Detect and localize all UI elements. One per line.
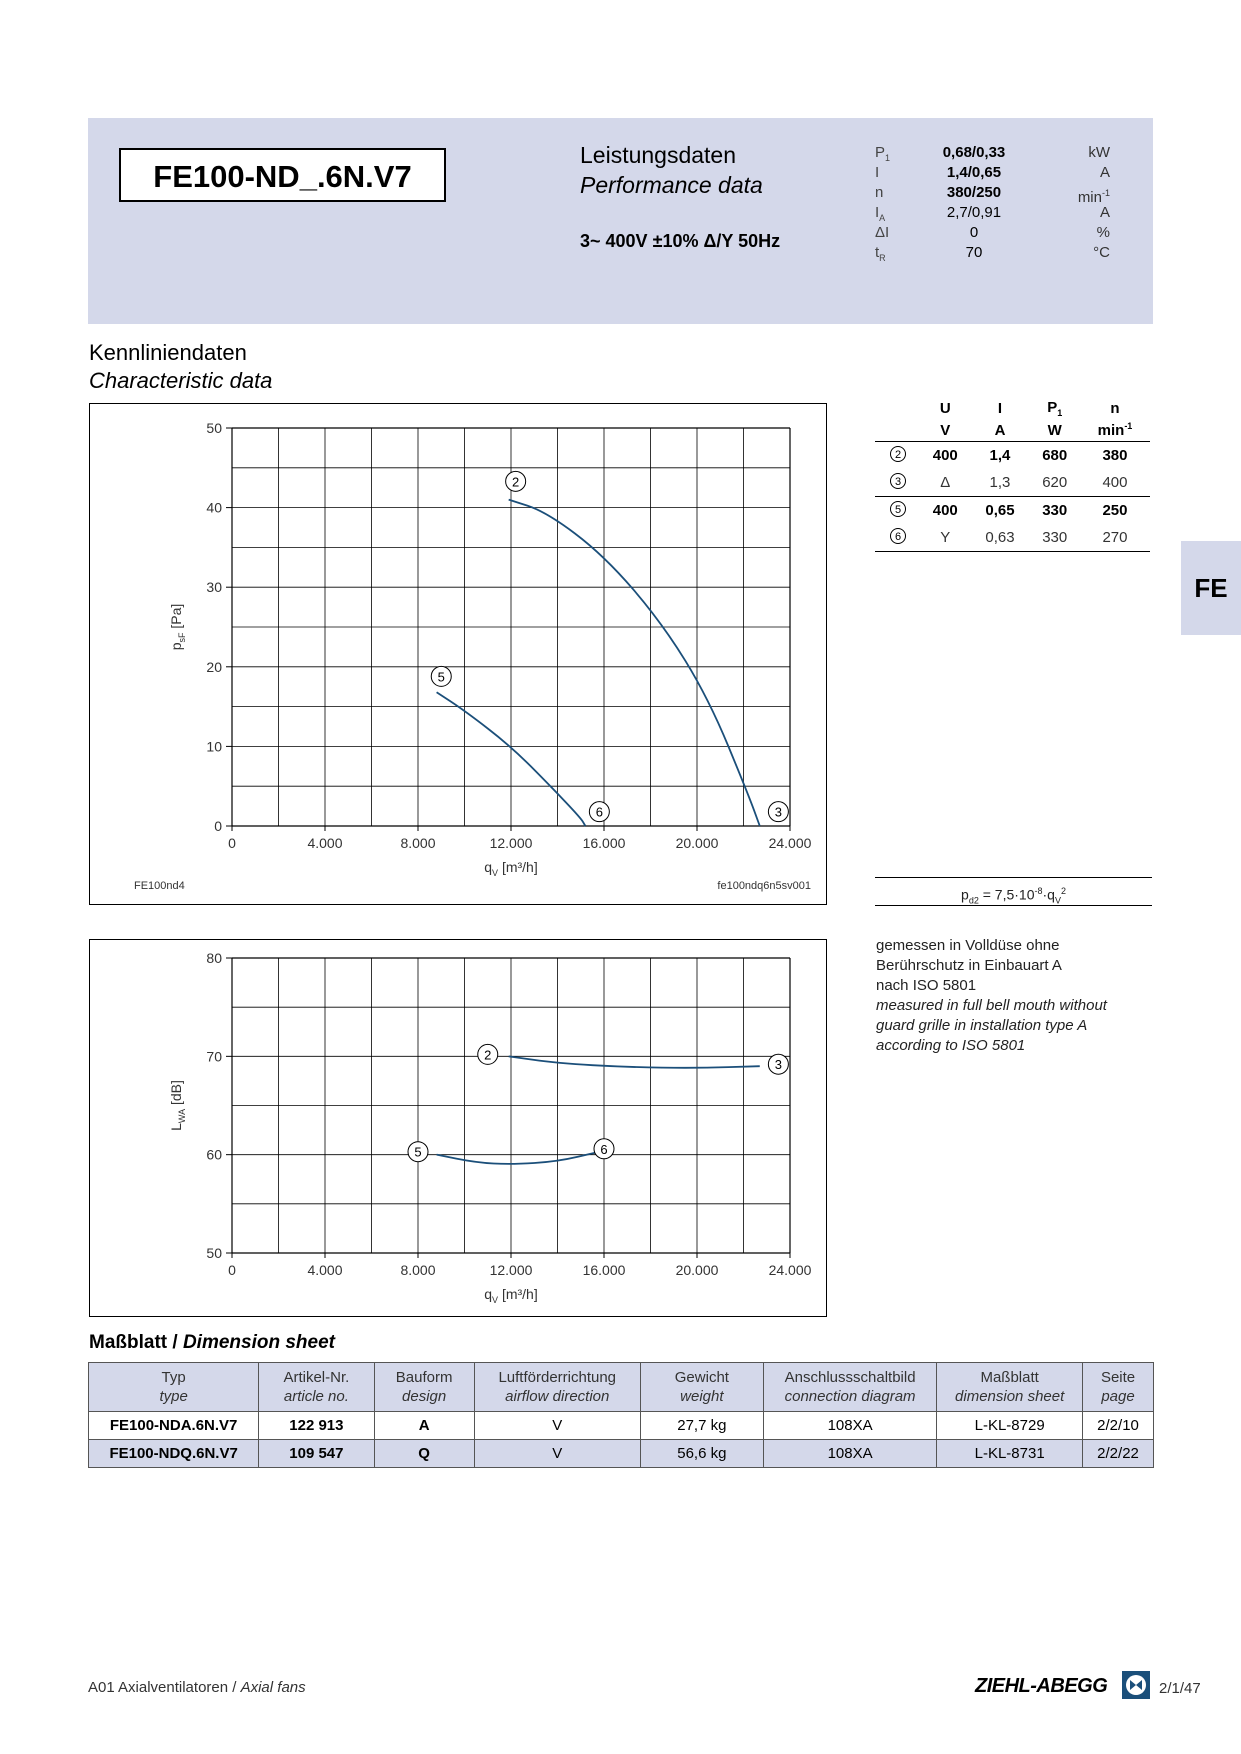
section-title-de: Kennliniendaten <box>89 340 247 365</box>
chart-note-right: fe100ndq6n5sv001 <box>717 880 811 892</box>
op-cell-n: 400 <box>1102 474 1128 491</box>
series-curve <box>509 1056 760 1067</box>
op-cell-u: Y <box>920 524 971 552</box>
marker-label: 2 <box>484 1047 492 1063</box>
op-header-i: I <box>997 399 1003 417</box>
spec-symbol: n <box>875 184 884 201</box>
op-table-units <box>875 419 1150 442</box>
y-tick-label: 40 <box>206 499 222 516</box>
op-header-u: U <box>939 399 951 417</box>
op-unit-a: A <box>971 419 1030 442</box>
operating-point-marker <box>408 1142 428 1162</box>
op-cell-n: 380 <box>1102 447 1128 464</box>
marker-label: 5 <box>414 1144 422 1160</box>
op-table-row <box>875 524 1150 552</box>
y-tick-label: 80 <box>206 950 222 966</box>
page-number: 2/1/47 <box>1159 1680 1201 1697</box>
dimension-cell: Q <box>374 1440 474 1468</box>
marker-label: 6 <box>600 1141 608 1157</box>
spec-symbol: $P_1$ <box>875 144 891 163</box>
note-de-line: nach ISO 5801 <box>876 977 977 994</box>
operating-point-table <box>875 397 1150 552</box>
dimension-column-header: Anschlussschaltbild connection diagram <box>763 1363 936 1412</box>
op-table-header <box>875 397 1150 419</box>
note-en-line: according to ISO 5801 <box>876 1037 1026 1054</box>
dimension-cell: 2/2/22 <box>1083 1440 1154 1468</box>
y-tick-label: 50 <box>206 420 222 436</box>
note-de-line: gemessen in Volldüse ohne <box>876 937 1060 954</box>
dimension-column-header: Luftförderrichtung airflow direction <box>474 1363 640 1412</box>
dimension-cell: 27,7 kg <box>640 1412 763 1440</box>
x-axis-label: $q_V$ [m³/h] <box>484 1286 538 1305</box>
x-tick-label: 8.000 <box>400 1262 436 1278</box>
sound-chart <box>89 939 827 1317</box>
brand-logo-text: ZIEHL-ABEGG <box>975 1675 1108 1697</box>
x-tick-label: 4.000 <box>307 1262 343 1278</box>
dimension-cell: A <box>374 1412 474 1440</box>
svg-text:3: 3 <box>894 475 901 488</box>
op-header-n: n <box>1110 399 1120 417</box>
dimension-column-header: Gewicht weight <box>640 1363 763 1412</box>
spec-row <box>875 183 1110 206</box>
dimension-table-row <box>89 1412 1154 1440</box>
spec-unit: kW <box>1088 144 1110 161</box>
dimension-column-header: Artikel-Nr. article no. <box>259 1363 374 1412</box>
x-tick-label: 24.000 <box>768 835 812 851</box>
op-cell-p: 620 <box>1042 474 1068 491</box>
dimension-cell: V <box>474 1412 640 1440</box>
x-tick-label: 20.000 <box>675 835 719 851</box>
y-tick-label: 60 <box>206 1146 222 1163</box>
op-cell-u: Δ <box>940 474 951 491</box>
svg-text:2: 2 <box>894 448 901 461</box>
measurement-note <box>876 936 1107 1056</box>
operating-point-marker <box>875 469 920 497</box>
operating-point-marker <box>431 666 451 686</box>
brand-logo-icon <box>1121 1670 1151 1700</box>
op-unit-min: $\min^{-1}$ <box>1080 419 1150 442</box>
y-tick-label: 70 <box>206 1048 222 1065</box>
y-tick-label: 30 <box>206 579 222 596</box>
spec-unit: A <box>1099 164 1110 181</box>
spec-unit: $\min^{-1}$ <box>1077 188 1110 206</box>
operating-point-marker <box>875 442 920 470</box>
op-cell-i: 0,63 <box>971 524 1030 552</box>
x-tick-label: 12.000 <box>489 1262 533 1278</box>
spec-value: 380/250 <box>946 184 1002 201</box>
op-table-row <box>875 497 1150 525</box>
marker-label: 6 <box>595 804 603 820</box>
operating-point-marker <box>506 471 526 491</box>
dimension-title: Maßblatt / Dimension sheet <box>89 1332 335 1353</box>
svg-text:5: 5 <box>894 503 901 516</box>
op-cell-i: 1,4 <box>989 447 1011 464</box>
y-axis-label: $L_{WA}$ [dB] <box>168 1080 187 1131</box>
marker-label: 2 <box>512 474 520 490</box>
section-tab-fe: FE <box>1181 541 1241 635</box>
y-tick-label: 10 <box>206 738 222 755</box>
dimension-cell: 108XA <box>763 1412 936 1440</box>
dimension-cell: 122 913 <box>259 1412 374 1440</box>
dimension-cell: 2/2/10 <box>1083 1412 1154 1440</box>
dimension-cell: L-KL-8729 <box>937 1412 1083 1440</box>
section-title-en: Characteristic data <box>89 368 273 393</box>
y-tick-label: 50 <box>206 1245 222 1261</box>
x-axis-label: $q_V$ [m³/h] <box>484 859 538 878</box>
op-cell-p: 680 <box>1042 447 1068 464</box>
operating-point-marker <box>589 802 609 822</box>
section-title <box>89 339 272 395</box>
op-cell-i: 1,3 <box>989 474 1011 491</box>
x-tick-label: 0 <box>228 835 236 851</box>
marker-label: 5 <box>437 669 445 685</box>
dimension-table <box>88 1362 1154 1468</box>
dimension-cell: 56,6 kg <box>640 1440 763 1468</box>
dimension-column-header: Bauform design <box>374 1363 474 1412</box>
operating-point-marker <box>875 497 920 525</box>
y-axis-label: $p_{sF}$ [Pa] <box>168 603 187 651</box>
op-cell-i: 0,65 <box>971 497 1030 525</box>
op-table-row <box>875 442 1150 470</box>
spec-symbol: ΔI <box>875 224 890 241</box>
dimension-cell: 108XA <box>763 1440 936 1468</box>
series-curve <box>437 1152 600 1164</box>
dimension-table-header <box>89 1363 1154 1412</box>
x-tick-label: 24.000 <box>768 1262 812 1278</box>
spec-value: 0,68/0,33 <box>942 144 1006 161</box>
marker-label: 3 <box>774 804 782 820</box>
dimension-cell: FE100-NDA.6N.V7 <box>89 1412 259 1440</box>
spec-row <box>875 143 1110 163</box>
x-tick-label: 0 <box>228 1262 236 1278</box>
x-tick-label: 20.000 <box>675 1262 719 1278</box>
operating-point-marker <box>768 1054 788 1074</box>
y-tick-label: 0 <box>214 818 222 834</box>
dimension-cell: FE100-NDQ.6N.V7 <box>89 1440 259 1468</box>
dimension-table-body <box>89 1412 1154 1468</box>
op-cell-p: 330 <box>1029 524 1080 552</box>
perf-title-de: Leistungsdaten <box>580 142 737 168</box>
formula: $p_{d2} = 7,5\cdot 10^{-8}\cdot q_V^2$ <box>875 877 1152 906</box>
op-unit-w: W <box>1029 419 1080 442</box>
op-cell-n: 250 <box>1080 497 1150 525</box>
dimension-column-header: Maßblatt dimension sheet <box>937 1363 1083 1412</box>
spec-row <box>875 163 1110 183</box>
spec-symbol: $t_R$ <box>875 244 886 263</box>
op-unit-v: V <box>920 419 971 442</box>
operating-point-marker <box>594 1139 614 1159</box>
chart-note-left: FE100nd4 <box>134 880 185 892</box>
spec-row <box>875 203 1110 223</box>
operating-point-marker <box>768 802 788 822</box>
spec-value: 0 <box>969 224 979 241</box>
x-tick-label: 12.000 <box>489 835 533 851</box>
op-cell-p: 330 <box>1029 497 1080 525</box>
spec-symbol: I <box>875 164 880 181</box>
spec-unit: °C <box>1093 244 1110 261</box>
spec-unit: A <box>1099 204 1110 221</box>
dimension-cell: 109 547 <box>259 1440 374 1468</box>
op-cell-u: 400 <box>920 497 971 525</box>
x-tick-label: 16.000 <box>582 835 626 851</box>
marker-label: 3 <box>774 1057 782 1073</box>
op-header-p: $P_1$ <box>1047 398 1063 418</box>
op-cell-n: 270 <box>1080 524 1150 552</box>
spec-unit: % <box>1096 224 1110 241</box>
op-table-body <box>875 442 1150 552</box>
pressure-chart <box>89 403 827 905</box>
op-cell-u: 400 <box>932 447 958 464</box>
footer-category: A01 Axialventilatoren / Axial fans <box>88 1679 306 1696</box>
spec-symbol: $I_A$ <box>875 204 886 223</box>
operating-point-marker <box>478 1044 498 1064</box>
spec-value: 70 <box>965 244 983 261</box>
spec-value: 2,7/0,91 <box>946 204 1002 221</box>
model-title: FE100-ND_.6N.V7 <box>119 148 446 202</box>
x-tick-label: 4.000 <box>307 835 343 851</box>
series-curve <box>509 500 760 826</box>
y-tick-label: 20 <box>206 658 222 675</box>
perf-title-en: Performance data <box>580 172 763 198</box>
x-tick-label: 16.000 <box>582 1262 626 1278</box>
spec-row <box>875 243 1110 263</box>
x-tick-label: 8.000 <box>400 835 436 851</box>
note-en-line: measured in full bell mouth without <box>876 997 1107 1014</box>
dimension-column-header: Typ type <box>89 1363 259 1412</box>
dimension-table-row <box>89 1440 1154 1468</box>
note-de-line: Berührschutz in Einbauart A <box>876 957 1062 974</box>
note-en-line: guard grille in installation type A <box>876 1017 1088 1034</box>
operating-point-marker <box>875 524 920 552</box>
svg-text:6: 6 <box>894 530 901 543</box>
dimension-cell: L-KL-8731 <box>937 1440 1083 1468</box>
spec-row <box>875 223 1110 243</box>
spec-value: 1,4/0,65 <box>946 164 1002 181</box>
dimension-column-header: Seite page <box>1083 1363 1154 1412</box>
op-table-row <box>875 469 1150 497</box>
voltage-spec: 3~ 400V ±10% Δ/Y 50Hz <box>580 231 781 251</box>
dimension-cell: V <box>474 1440 640 1468</box>
